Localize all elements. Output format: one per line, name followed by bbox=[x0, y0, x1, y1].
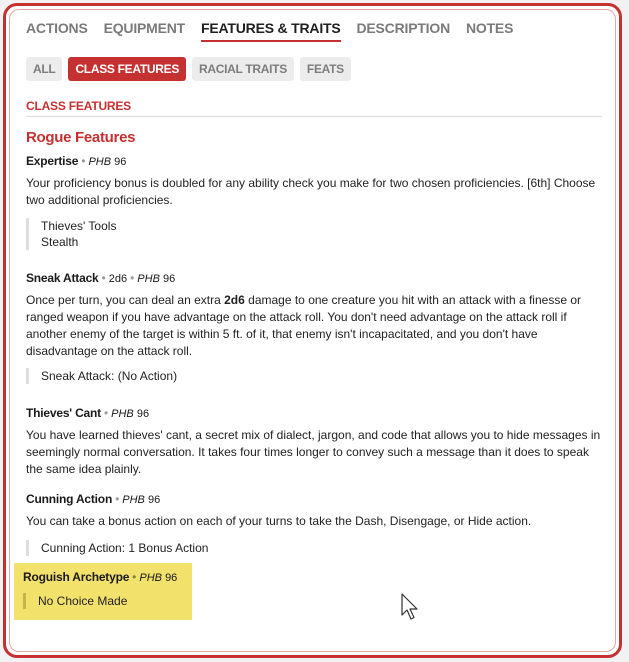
separator-dot: • bbox=[115, 492, 120, 506]
tab-description[interactable]: DESCRIPTION bbox=[356, 20, 450, 36]
feature-options bbox=[26, 218, 602, 250]
source-page: 96 bbox=[165, 572, 178, 584]
description-text: damage to one creature you hit with an attack with a finesse or ranged weapon if you have advantage on the attack roll. You don't need advantage on the attack roll if another enemy of the target is within 5 ft. of it, that enemy isn't incapacitated, and you don't have disadvantage on the attack roll. bbox=[26, 293, 581, 358]
feature-heading bbox=[26, 154, 602, 168]
tab-features-traits[interactable]: FEATURES & TRAITS bbox=[201, 20, 340, 42]
feature-expertise bbox=[26, 154, 602, 250]
feature-source bbox=[111, 408, 149, 420]
description-dice: 2d6 bbox=[224, 293, 245, 307]
feature-roguish-archetype-highlight bbox=[14, 563, 192, 620]
source-book: PHB bbox=[122, 494, 145, 506]
separator-dot: • bbox=[132, 570, 137, 584]
tab-equipment[interactable]: EQUIPMENT bbox=[103, 20, 186, 36]
feature-name[interactable]: Sneak Attack bbox=[26, 271, 99, 285]
filter-racial-traits[interactable]: RACIAL TRAITS bbox=[192, 57, 294, 81]
feature-source bbox=[139, 572, 177, 584]
feature-name[interactable]: Expertise bbox=[26, 154, 79, 168]
tab-bar bbox=[26, 20, 513, 42]
mouse-pointer-icon bbox=[400, 593, 420, 621]
feature-name[interactable]: Thieves' Cant bbox=[26, 406, 101, 420]
filter-all[interactable]: ALL bbox=[26, 57, 62, 81]
feature-heading bbox=[26, 492, 602, 506]
separator-dot: • bbox=[103, 406, 109, 420]
feature-source bbox=[122, 494, 160, 506]
source-book: PHB bbox=[88, 156, 112, 168]
feature-heading bbox=[23, 570, 177, 584]
source-book: PHB bbox=[137, 273, 160, 285]
group-title: Rogue Features bbox=[26, 129, 136, 146]
option-item: Stealth bbox=[41, 235, 79, 249]
features-content bbox=[23, 6, 602, 655]
separator-dot: • bbox=[101, 271, 106, 285]
filter-class-features[interactable]: CLASS FEATURES bbox=[68, 57, 186, 81]
option-item[interactable]: No Choice Made bbox=[38, 594, 128, 608]
feature-thieves-cant bbox=[26, 406, 602, 478]
feature-description: You have learned thieves' cant, a secret mix of dialect, jargon, and code that allows you to hide messages in seemingly normal conversation. It takes four times longer to convey such a message than it does to speak the same idea plainly. bbox=[26, 428, 601, 476]
feature-description: Your proficiency bonus is doubled for any ability check you make for two chosen proficiencies. [6th] Choose two additional proficiencies. bbox=[26, 176, 596, 207]
feature-sneak-attack bbox=[26, 271, 602, 384]
source-page: 96 bbox=[147, 494, 161, 506]
filter-feats[interactable]: FEATS bbox=[300, 57, 351, 81]
feature-heading bbox=[26, 271, 602, 285]
feature-dice: 2d6 bbox=[108, 273, 128, 285]
filter-bar bbox=[26, 57, 351, 81]
source-page: 96 bbox=[136, 408, 150, 420]
feature-options bbox=[26, 540, 602, 556]
feature-name[interactable]: Cunning Action bbox=[26, 492, 113, 506]
source-book: PHB bbox=[111, 408, 134, 420]
source-book: PHB bbox=[139, 572, 162, 584]
feature-options bbox=[23, 593, 177, 609]
feature-description: You can take a bonus action on each of your turns to take the Dash, Disengage, or Hide action. bbox=[26, 514, 532, 528]
feature-roguish-archetype bbox=[23, 570, 177, 609]
section-header: CLASS FEATURES bbox=[26, 99, 602, 117]
feature-description bbox=[26, 292, 602, 360]
feature-name[interactable]: Roguish Archetype bbox=[23, 570, 130, 584]
feature-options bbox=[26, 368, 602, 384]
tab-notes[interactable]: NOTES bbox=[465, 20, 514, 36]
tab-actions[interactable]: ACTIONS bbox=[26, 20, 88, 36]
source-page: 96 bbox=[114, 156, 127, 168]
feature-heading bbox=[26, 406, 602, 420]
option-item: Cunning Action: 1 Bonus Action bbox=[41, 541, 209, 555]
feature-source bbox=[137, 273, 175, 285]
feature-cunning-action bbox=[26, 492, 602, 556]
content-panel bbox=[3, 3, 622, 658]
description-text: Once per turn, you can deal an extra bbox=[26, 293, 225, 307]
option-item: Sneak Attack: (No Action) bbox=[41, 369, 178, 383]
feature-source bbox=[88, 156, 126, 168]
source-page: 96 bbox=[162, 273, 176, 285]
option-item: Thieves' Tools bbox=[41, 219, 117, 233]
separator-dot: • bbox=[81, 154, 86, 168]
separator-dot: • bbox=[130, 271, 135, 285]
